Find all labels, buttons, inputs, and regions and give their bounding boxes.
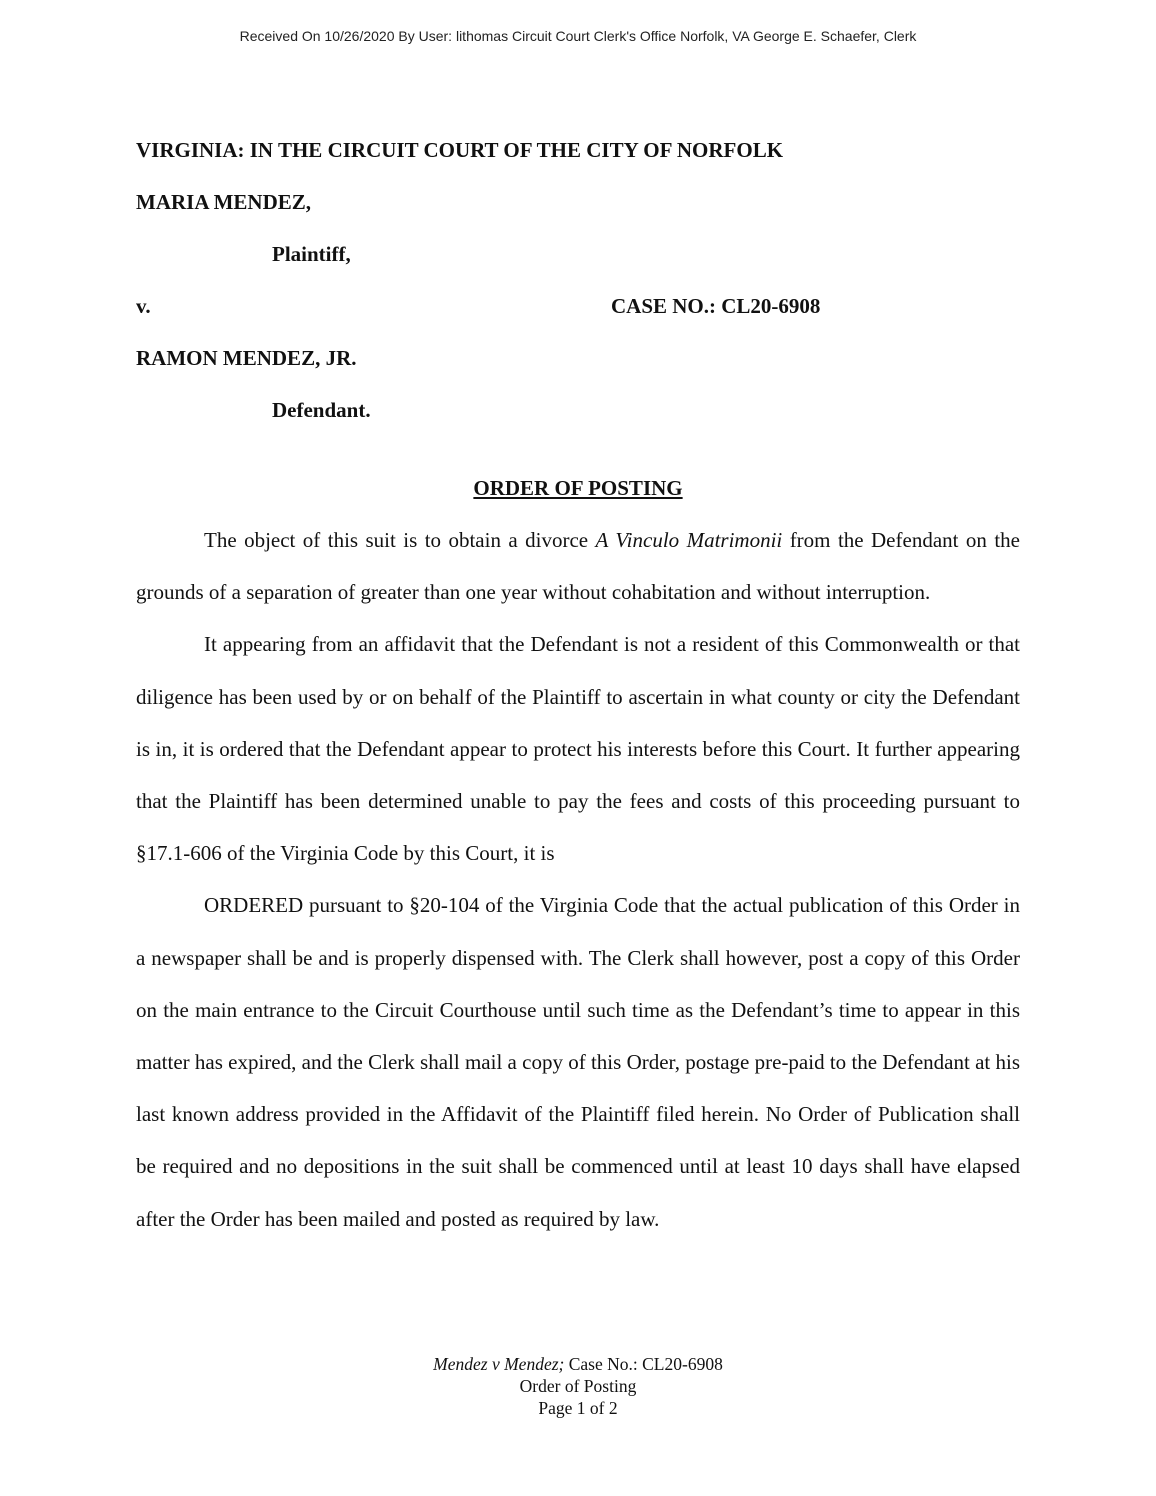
paragraph-object — [136, 514, 1020, 618]
defendant-name: RAMON MENDEZ, JR. — [136, 346, 357, 370]
paragraph-object-text-b: from the Defendant on the grounds of a separation of greater than one year without cohabitation and without interruption. — [136, 528, 1020, 605]
received-stamp: Received On 10/26/2020 By User: lithomas Circuit Court Clerk's Office Norfolk, VA George E. Schaefer, Clerk — [239, 28, 917, 44]
footer-case-rest: Case No.: CL20-6908 — [564, 1354, 723, 1374]
plaintiff-role: Plaintiff, — [272, 242, 351, 266]
paragraph-affidavit: It appearing from an affidavit that the Defendant is not a resident of this Commonwealth or that diligence has been used by or on behalf of the Plaintiff to ascertain in what county or city the Defendant is in, it is ordered that the Defendant appear to protect his interests before this Court. It further appearing that the Plaintiff has been determined unable to pay the fees and costs of this proceeding pursuant to §17.1-606 of the Virginia Code by this Court, it is — [136, 632, 1020, 866]
versus-label: v. — [136, 294, 151, 318]
plaintiff-name: MARIA MENDEZ, — [136, 190, 312, 214]
case-number: CASE NO.: CL20-6908 — [611, 294, 821, 318]
footer-case-line — [0, 1353, 1156, 1375]
footer-case-italic: Mendez v Mendez; — [433, 1354, 565, 1374]
defendant-role: Defendant. — [272, 398, 371, 422]
court-heading: VIRGINIA: IN THE CIRCUIT COURT OF THE CITY OF NORFOLK — [136, 138, 784, 162]
footer-page-number: Page 1 of 2 — [538, 1398, 618, 1418]
paragraph-object-text-a: The object of this suit is to obtain a divorce — [204, 528, 596, 552]
paragraph-ordered: ORDERED pursuant to §20-104 of the Virginia Code that the actual publication of this Order in a newspaper shall be and is properly dispensed with. The Clerk shall however, post a copy of this Order on the main entrance to the Circuit Courthouse until such time as the Defendant’s time to appear in this matter has expired, and the Clerk shall mail a copy of this Order, postage pre-paid to the Defendant at his last known address provided in the Affidavit of the Plaintiff filed herein. No Order of Publication shall be required and no depositions in the suit shall be commenced until at least 10 days shall have elapsed after the Order has been mailed and posted as required by law. — [136, 893, 1020, 1231]
order-title: ORDER OF POSTING — [473, 476, 683, 500]
footer-doc-name: Order of Posting — [519, 1376, 637, 1396]
page-footer — [0, 1353, 1156, 1419]
order-body — [136, 514, 1020, 1245]
divorce-type-italic: A Vinculo Matrimonii — [595, 528, 783, 552]
